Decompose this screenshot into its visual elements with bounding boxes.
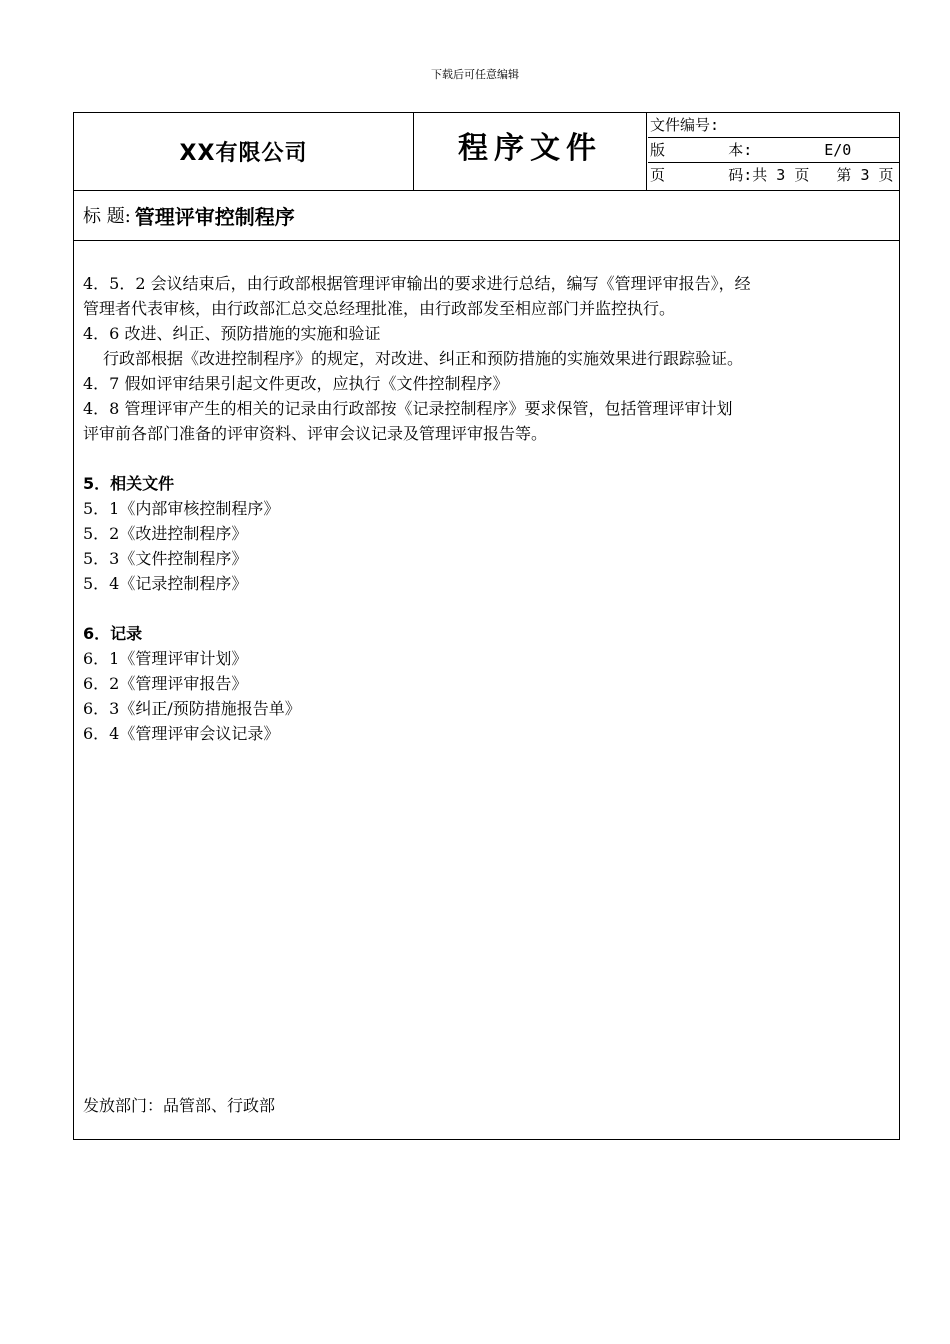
- section4-paragraph-1-line1: 4．5．2 会议结束后，由行政部根据管理评审输出的要求进行总结，编写《管理评审报告》，经: [83, 274, 751, 293]
- section4-item-4-6: 4．6 改进、纠正、预防措施的实施和验证: [83, 324, 381, 343]
- page-value: 共 3 页 第 3 页: [752, 166, 894, 184]
- doc-meta: [648, 113, 899, 190]
- document-frame: [73, 112, 900, 1140]
- list-item: 5．3《文件控制程序》: [83, 549, 248, 568]
- doc-type: 程序文件: [414, 113, 647, 190]
- page-row: [648, 163, 899, 188]
- section4-item-4-7: 4．7 假如评审结果引起文件更改，应执行《文件控制程序》: [83, 374, 509, 393]
- section4-paragraph-verification: 行政部根据《改进控制程序》的规定，对改进、纠正和预防措施的实施效果进行跟踪验证。: [103, 349, 744, 368]
- file-number-label: 文件编号:: [650, 116, 720, 134]
- list-item: 5．2《改进控制程序》: [83, 524, 248, 543]
- list-item: 6．1《管理评审计划》: [83, 649, 248, 668]
- version-value: E/0: [824, 141, 852, 159]
- top-note: 下载后可任意编辑: [431, 68, 519, 81]
- version-label: 版 本:: [650, 141, 753, 159]
- file-number-row: [648, 113, 899, 138]
- page-label: 页 码:: [650, 166, 753, 184]
- list-item: 6．3《纠正/预防措施报告单》: [83, 699, 301, 718]
- distribution-departments: 发放部门：品管部、行政部: [83, 1096, 276, 1115]
- title-label: 标 题:: [83, 206, 131, 227]
- document-body: [83, 271, 893, 746]
- list-item: 5．4《记录控制程序》: [83, 574, 248, 593]
- section4-paragraph-1-line2: 管理者代表审核，由行政部汇总交总经理批准，由行政部发至相应部门并监控执行。: [83, 299, 676, 318]
- section6-heading: 6．记录: [83, 624, 143, 643]
- title-row: [74, 190, 899, 241]
- list-item: 6．4《管理评审会议记录》: [83, 724, 280, 743]
- page-title: 管理评审控制程序: [134, 204, 295, 229]
- section4-item-4-8-line1: 4．8 管理评审产生的相关的记录由行政部按《记录控制程序》要求保管，包括管理评审计划: [83, 399, 733, 418]
- section4-item-4-8-line2: 评审前各部门准备的评审资料、评审会议记录及管理评审报告等。: [83, 424, 548, 443]
- section5-heading: 5．相关文件: [83, 474, 175, 493]
- company-name: XX有限公司: [74, 113, 414, 190]
- list-item: 5．1《内部审核控制程序》: [83, 499, 280, 518]
- list-item: 6．2《管理评审报告》: [83, 674, 248, 693]
- document-header: [74, 113, 899, 191]
- version-row: [648, 138, 899, 163]
